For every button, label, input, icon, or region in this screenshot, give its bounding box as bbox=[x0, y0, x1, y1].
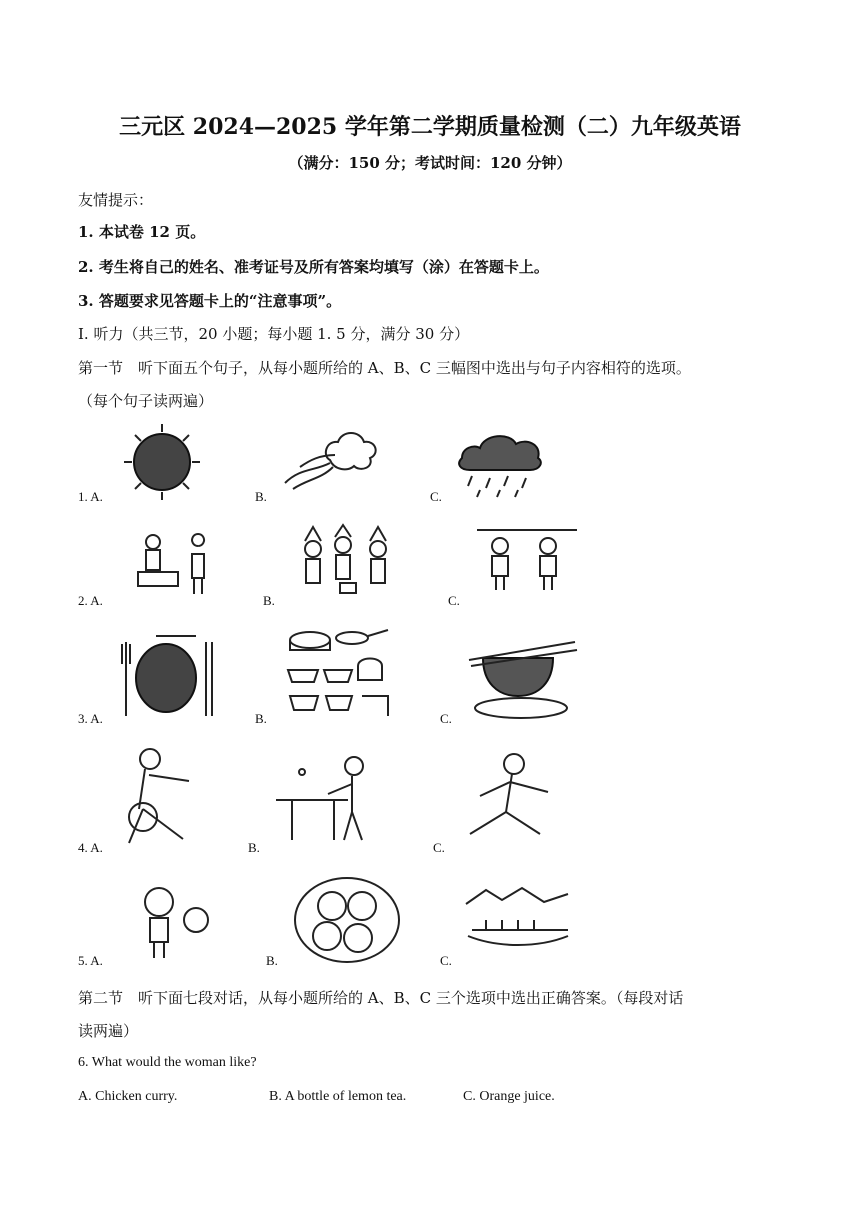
basketball-player-icon[interactable] bbox=[115, 745, 215, 850]
running-boy-icon[interactable] bbox=[462, 750, 577, 850]
option-c-label: C. bbox=[433, 840, 445, 855]
pots-bowls-icon[interactable] bbox=[282, 626, 397, 720]
option-b-label: B. bbox=[255, 489, 267, 504]
birthday-party-icon[interactable] bbox=[290, 523, 405, 601]
tips-heading: 友情提示： bbox=[78, 191, 154, 209]
tip-item: 2. 考生将自己的姓名、准考证号及所有答案均填写（涂）在答题卡上。 bbox=[78, 258, 549, 276]
page-title: 三元区 2024—2025 学年第二学期质量检测（二）九年级英语 bbox=[119, 114, 741, 140]
wind-cloud-icon[interactable] bbox=[275, 425, 395, 495]
exam-subtitle: （满分：150 分；考试时间：120 分钟） bbox=[288, 154, 572, 172]
children-playing-icon[interactable] bbox=[472, 522, 582, 594]
part1-heading: Ⅰ. 听力（共三节，20 小题；每小题 1. 5 分，满分 30 分） bbox=[78, 325, 470, 343]
option-b-label: B. bbox=[266, 953, 278, 968]
question-6-option-b[interactable]: B. A bottle of lemon tea. bbox=[269, 1089, 407, 1104]
section2-instruction-cont: 读两遍） bbox=[78, 1022, 139, 1040]
option-c-label: C. bbox=[440, 711, 452, 726]
question-6-option-a[interactable]: A. Chicken curry. bbox=[78, 1089, 178, 1104]
question-6-option-c[interactable]: C. Orange juice. bbox=[463, 1089, 555, 1104]
question-4-label: 4. A. bbox=[78, 840, 103, 855]
sun-icon[interactable] bbox=[112, 422, 212, 502]
question-5-label: 5. A. bbox=[78, 953, 103, 968]
option-b-label: B. bbox=[255, 711, 267, 726]
option-b-label: B. bbox=[263, 593, 275, 608]
option-c-label: C. bbox=[430, 489, 442, 504]
section1-instruction: 第一节 听下面五个句子，从每小题所给的 A、B、C 三幅图中选出与句子内容相符的选项。 bbox=[78, 359, 691, 377]
people-market-icon[interactable] bbox=[118, 528, 228, 600]
section2-instruction: 第二节 听下面七段对话，从每小题所给的 A、B、C 三个选项中选出正确答案。（每段对话 bbox=[78, 989, 684, 1007]
question-3-label: 3. A. bbox=[78, 711, 103, 726]
tip-item: 3. 答题要求见答题卡上的“注意事项”。 bbox=[78, 292, 342, 310]
mooncakes-icon[interactable] bbox=[292, 876, 402, 964]
dragon-boat-icon[interactable] bbox=[462, 880, 577, 962]
option-c-label: C. bbox=[440, 953, 452, 968]
rain-cloud-icon[interactable] bbox=[450, 428, 560, 500]
option-b-label: B. bbox=[248, 840, 260, 855]
tip-item: 1. 本试卷 12 页。 bbox=[78, 223, 206, 241]
table-tennis-icon[interactable] bbox=[272, 752, 384, 844]
question-1-label: 1. A. bbox=[78, 489, 103, 504]
section1-instruction-cont: （每个句子读两遍） bbox=[78, 392, 214, 410]
question-2-label: 2. A. bbox=[78, 593, 103, 608]
question-6-stem: 6. What would the woman like? bbox=[78, 1055, 257, 1070]
option-c-label: C. bbox=[448, 593, 460, 608]
spring-festival-girl-icon[interactable] bbox=[114, 880, 222, 962]
bowl-chopsticks-icon[interactable] bbox=[465, 630, 580, 722]
plate-cutlery-icon[interactable] bbox=[116, 632, 220, 718]
